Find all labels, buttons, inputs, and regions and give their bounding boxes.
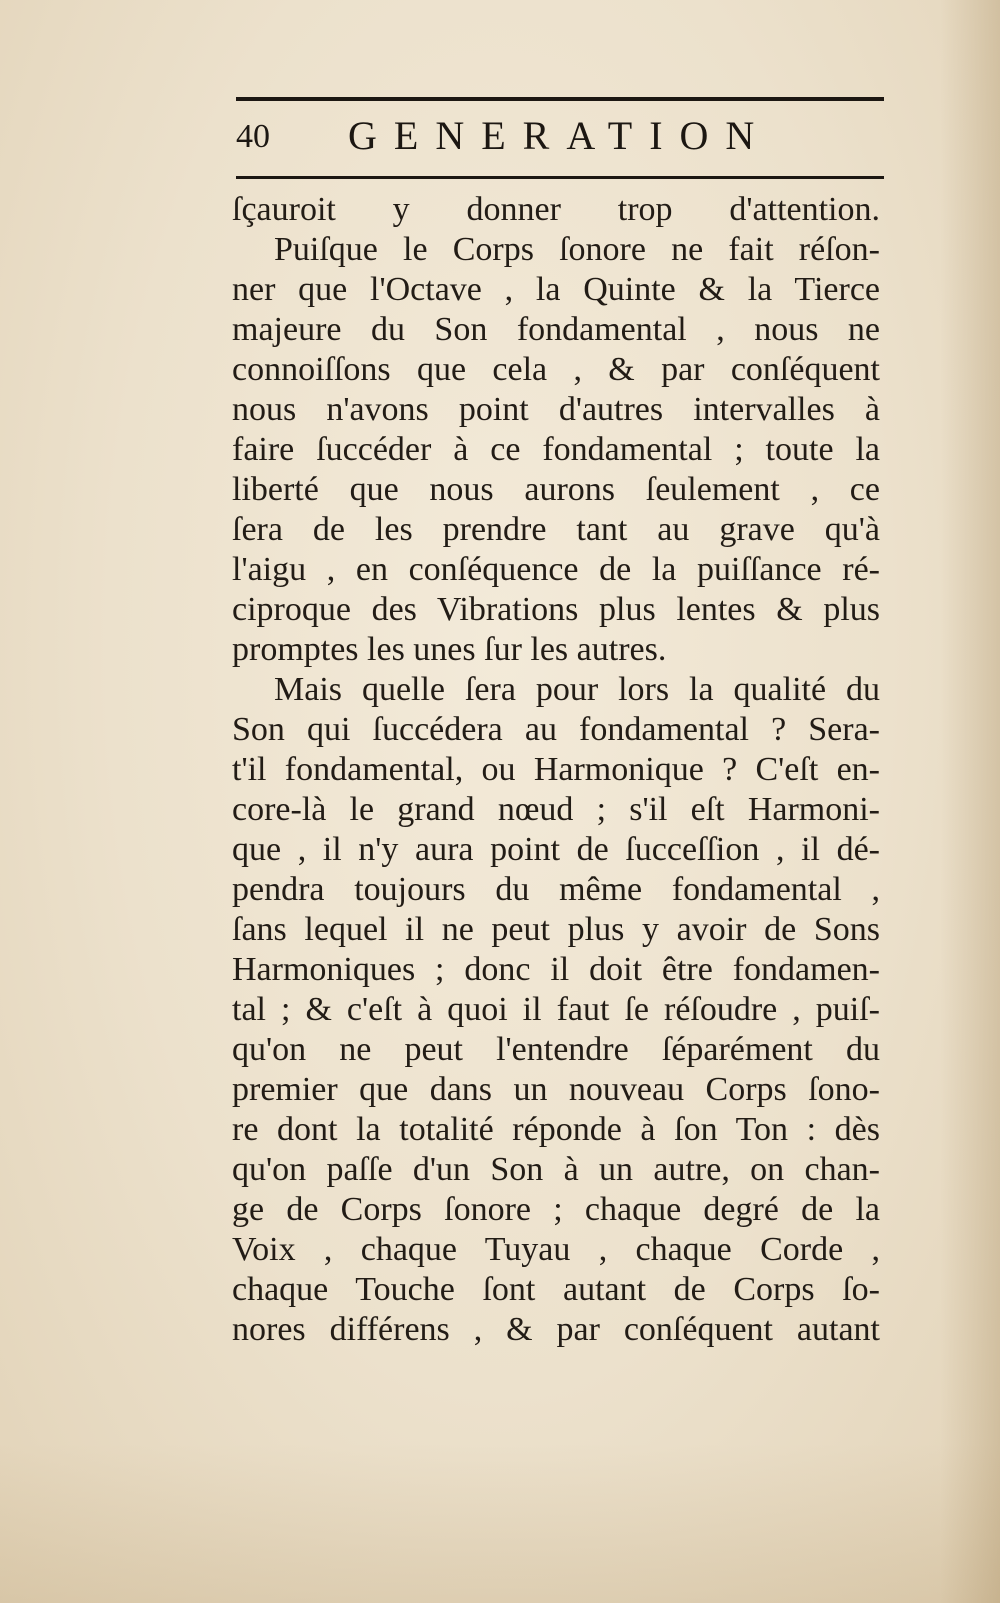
text-line: ner que l'Octave , la Quinte & la Tierce	[232, 271, 880, 308]
running-title: GENERATION	[348, 113, 772, 158]
page-header	[236, 108, 884, 168]
text-line: faire ſuccéder à ce fondamental ; toute la	[232, 431, 880, 468]
text-line: Puiſque le Corps ſonore ne fait réſon-	[274, 231, 880, 268]
text-line: ſans lequel il ne peut plus y avoir de Sons	[232, 911, 880, 948]
text-line: promptes les unes ſur les autres.	[232, 631, 667, 668]
text-line: Son qui ſuccédera au fondamental ? Sera-	[232, 711, 880, 748]
text-line: nous n'avons point d'autres intervalles à	[232, 391, 880, 428]
text-line: Harmoniques ; donc il doit être fondamen-	[232, 951, 880, 988]
text-line: liberté que nous aurons ſeulement , ce	[232, 471, 880, 508]
text-line: l'aigu , en conſéquence de la puiſſance ré-	[232, 551, 880, 588]
text-line: Voix , chaque Tuyau , chaque Corde ,	[232, 1231, 880, 1268]
text-line: premier que dans un nouveau Corps ſono-	[232, 1071, 880, 1108]
text-line: qu'on ne peut l'entendre ſéparément du	[232, 1031, 880, 1068]
text-line: connoiſſons que cela , & par conſéquent	[232, 351, 880, 388]
text-line: re dont la totalité réponde à ſon Ton : dès	[232, 1111, 880, 1148]
paper-shading	[0, 1443, 1000, 1603]
text-line: qu'on paſſe d'un Son à un autre, on chan-	[232, 1151, 880, 1188]
text-line: t'il fondamental, ou Harmonique ? C'eſt en-	[232, 751, 880, 788]
body-text	[232, 190, 880, 1350]
text-line: majeure du Son fondamental , nous ne	[232, 311, 880, 348]
text-line: Mais quelle ſera pour lors la qualité du	[274, 671, 880, 708]
page-number: 40	[236, 118, 270, 155]
text-line: pendra toujours du même fondamental ,	[232, 871, 880, 908]
text-line: core-là le grand nœud ; s'il eſt Harmoni-	[232, 791, 880, 828]
text-line: ge de Corps ſonore ; chaque degré de la	[232, 1191, 880, 1228]
text-line: ſera de les prendre tant au grave qu'à	[232, 511, 880, 548]
text-line: ſçauroit y donner trop d'attention.	[232, 191, 880, 228]
header-bottom-rule	[236, 176, 884, 179]
text-line: nores différens , & par conſéquent autant	[232, 1311, 880, 1348]
text-line: tal ; & c'eſt à quoi il faut ſe réſoudre , puiſ-	[232, 991, 880, 1028]
text-line: ciproque des Vibrations plus lentes & plus	[232, 591, 880, 628]
header-top-rule	[236, 97, 884, 101]
text-line: chaque Touche ſont autant de Corps ſo-	[232, 1271, 880, 1308]
text-line: que , il n'y aura point de ſucceſſion , il dé-	[232, 831, 880, 868]
